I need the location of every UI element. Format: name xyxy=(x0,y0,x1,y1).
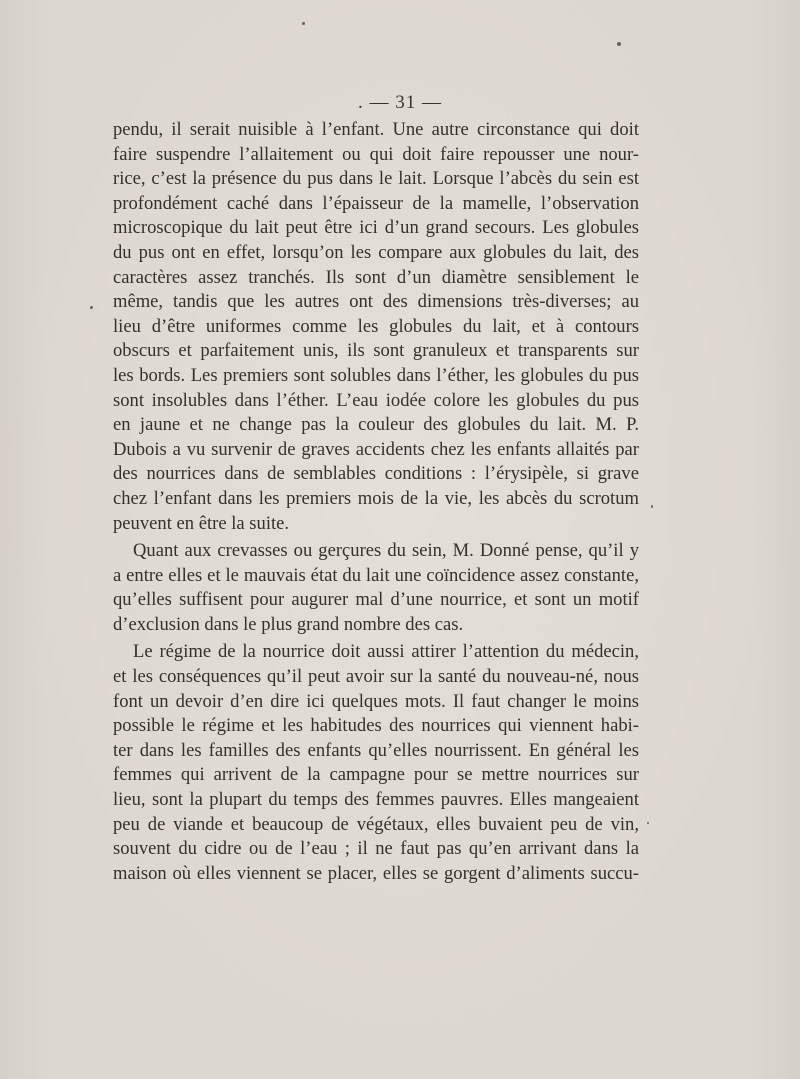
text-line: maison où elles viennent se placer, elles se gorgent d’aliments succu- xyxy=(113,862,639,884)
text-line: et les conséquences qu’il peut avoir sur la santé du nouveau-né, nous xyxy=(113,666,639,688)
text-line: profondément caché dans l’épaisseur de la mamelle, l’observation xyxy=(113,192,639,214)
paper-speck xyxy=(90,306,93,309)
text-line: faire suspendre l’allaitement ou qui doit faire repousser une nour- xyxy=(113,143,639,165)
paper-speck xyxy=(302,22,305,25)
page-number: . — 31 — xyxy=(358,92,442,113)
text-line: possible le régime et les habitudes des nourrices qui viennent habi- xyxy=(113,715,639,737)
text-line: Le régime de la nourrice doit aussi attirer l’attention du médecin, xyxy=(133,641,639,663)
text-line: peuvent en être la suite. xyxy=(113,512,290,534)
text-line: souvent du cidre ou de l’eau ; il ne faut pas qu’en arrivant dans la xyxy=(113,838,639,860)
paragraph-1 xyxy=(113,118,639,536)
text-line: a entre elles et le mauvais état du lait une coïncidence assez constante, xyxy=(113,564,639,586)
text-line: du pus ont en effet, lorsqu’on les compare aux globules du lait, des xyxy=(113,241,639,263)
text-line: microscopique du lait peut être ici d’un grand secours. Les globules xyxy=(113,217,639,239)
paragraph-2 xyxy=(113,539,639,637)
paragraph-3 xyxy=(113,640,639,886)
text-line: sont insolubles dans l’éther. L’eau iodée colore les globules du pus xyxy=(113,389,639,411)
paper-speck xyxy=(651,505,653,508)
text-line: des nourrices dans de semblables conditions : l’érysipèle, si grave xyxy=(113,463,639,485)
text-line: femmes qui arrivent de la campagne pour se mettre nourrices sur xyxy=(113,764,639,786)
text-line: Quant aux crevasses ou gerçures du sein, M. Donné pense, qu’il y xyxy=(133,540,639,562)
text-line: obscurs et parfaitement unis, ils sont granuleux et transparents sur xyxy=(113,340,639,362)
text-line: peu de viande et beaucoup de végétaux, elles buvaient peu de vin, xyxy=(113,813,639,835)
text-line: ter dans les familles des enfants qu’elles nourrissent. En général les xyxy=(113,739,639,761)
text-line: en jaune et ne change pas la couleur des globules du lait. M. P. xyxy=(113,414,639,436)
text-line: Dubois a vu survenir de graves accidents chez les enfants allaités par xyxy=(113,438,639,460)
text-line: les bords. Les premiers sont solubles dans l’éther, les globules du pus xyxy=(113,364,639,386)
text-line: rice, c’est la présence du pus dans le lait. Lorsque l’abcès du sein est xyxy=(113,168,639,190)
text-line: font un devoir d’en dire ici quelques mots. Il faut changer le moins xyxy=(113,690,639,712)
text-line: lieu, sont la plupart du temps des femmes pauvres. Elles mangeaient xyxy=(113,789,639,811)
text-line: pendu, il serait nuisible à l’enfant. Une autre circonstance qui doit xyxy=(113,119,639,140)
paper-speck xyxy=(647,822,649,824)
text-line: chez l’enfant dans les premiers mois de la vie, les abcès du scrotum xyxy=(113,487,639,509)
paper-speck xyxy=(617,42,621,46)
text-line: d’exclusion dans le plus grand nombre des cas. xyxy=(113,613,464,635)
text-line: qu’elles suffisent pour augurer mal d’une nourrice, et sont un motif xyxy=(113,589,639,611)
text-body xyxy=(113,118,639,886)
text-line: caractères assez tranchés. Ils sont d’un diamètre sensiblement le xyxy=(113,266,639,288)
text-line: même, tandis que les autres ont des dimensions très-diverses; au xyxy=(113,291,639,313)
text-line: lieu d’être uniformes comme les globules du lait, et à contours xyxy=(113,315,639,337)
